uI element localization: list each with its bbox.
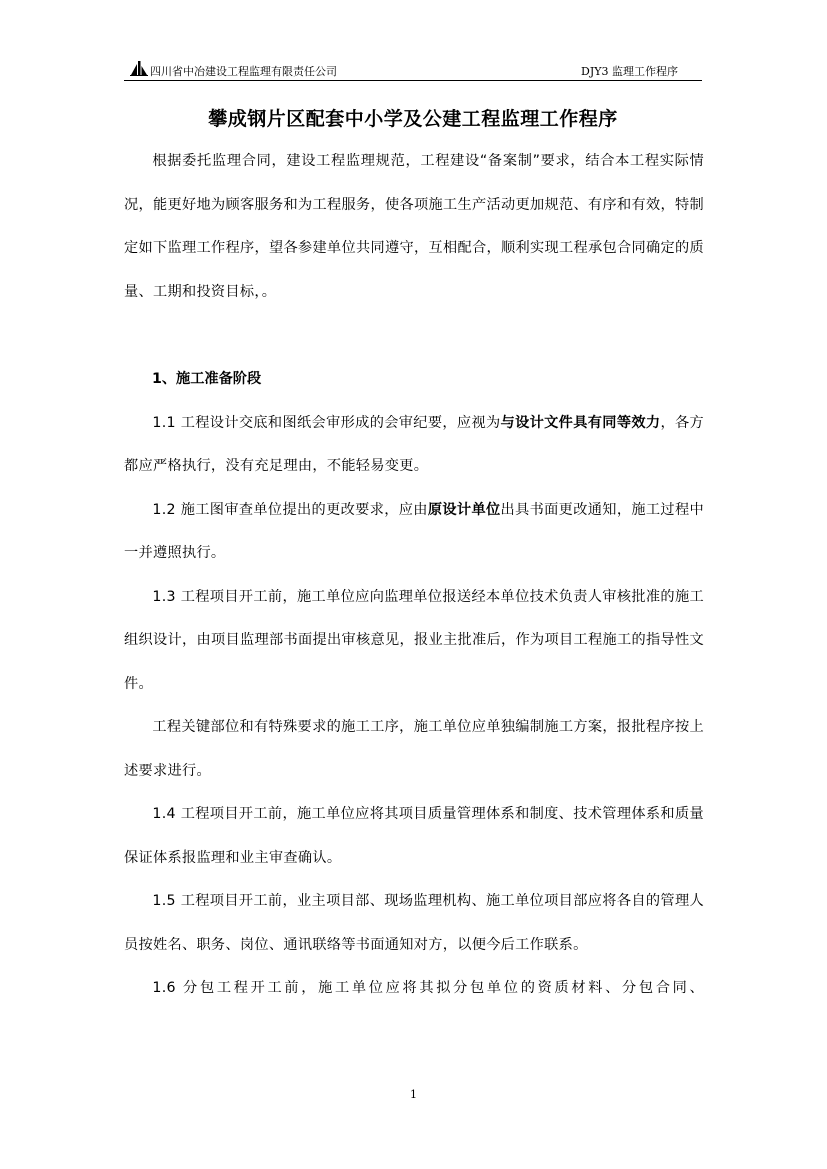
page-title: 攀成钢片区配套中小学及公建工程监理工作程序 <box>208 108 618 130</box>
paragraph-1-3-supplement: 工程关键部位和有特殊要求的施工工序，施工单位应单独编制施工方案，报批程序按上述要求进行。 <box>124 719 704 779</box>
bold-text: 原设计单位 <box>427 501 501 518</box>
document-body <box>124 140 704 1011</box>
paragraph-1-3: 1.3 工程项目开工前，施工单位应向监理单位报送经本单位技术负责人审核批准的施工组织设计，由项目监理部书面提出审核意见，报业主批准后，作为项目工程施工的指导性文件。 <box>124 588 704 692</box>
company-logo-icon <box>130 60 148 76</box>
page-number: 1 <box>410 1088 417 1101</box>
paragraph-1-6: 1.6 分包工程开工前，施工单位应将其拟分包单位的资质材料、分包合同、 <box>152 980 704 996</box>
company-name: 四川省中冶建设工程监理有限责任公司 <box>150 65 337 78</box>
text: 1.1 工程设计交底和图纸会审形成的会审纪要，应视为 <box>152 414 501 431</box>
intro-paragraph: 根据委托监理合同，建设工程监理规范，工程建设“备案制”要求，结合本工程实际情况，能更好地为顾客服务和为工程服务，使各项施工生产活动更加规范、有序和有效，特制定如下监理工作程序，望各参建单位共同遵守，互相配合，顺利实现工程承包合同确定的质量、工期和投资目标，。 <box>124 153 704 300</box>
document-number: DJY3 监理工作程序 <box>581 65 678 78</box>
spacer <box>124 314 704 358</box>
paragraph-1-5: 1.5 工程项目开工前，业主项目部、现场监理机构、施工单位项目部应将各自的管理人员按姓名、职务、岗位、通讯联络等书面通知对方，以便今后工作联系。 <box>124 893 704 953</box>
text: 1.2 施工图审查单位提出的更改要求，应由 <box>152 501 428 518</box>
paragraph-1-2 <box>124 489 704 576</box>
paragraph-1-4: 1.4 工程项目开工前，施工单位应将其项目质量管理体系和制度、技术管理体系和质量保证体系报监理和业主审查确认。 <box>124 806 704 866</box>
text: ，各方都应严格执行，没有充足理由，不能轻易变更。 <box>124 414 704 474</box>
page-header <box>124 58 702 81</box>
section-heading: 1、施工准备阶段 <box>152 371 262 387</box>
bold-text: 与设计文件具有同等效力 <box>500 414 661 431</box>
paragraph-1-1 <box>124 402 704 489</box>
text: 出具书面更改通知，施工过程中一并遵照执行。 <box>124 501 704 561</box>
